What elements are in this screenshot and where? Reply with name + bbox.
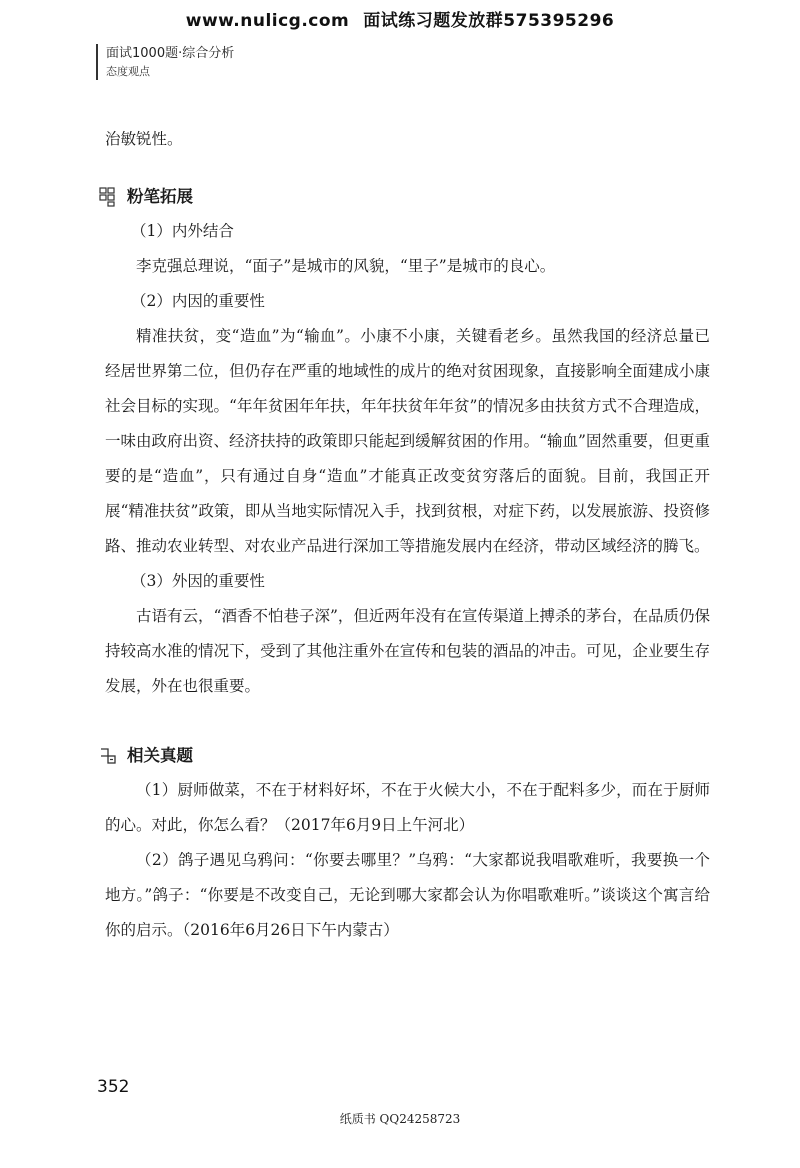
related-question: （2）鸽子遇见乌鸦问：“你要去哪里？”乌鸦：“大家都说我唱歌难听，我要换一个地方。”鸽子：“你要是不改变自己，无论到哪大家都会认为你唱歌难听。”谈谈这个寓言给你的启示。（2016年6月26日下午内蒙古） xyxy=(105,851,710,939)
fenbi-item-paragraph: 李克强总理说，“面子”是城市的风貌，“里子”是城市的良心。 xyxy=(136,257,556,275)
related-section-heading xyxy=(99,738,710,773)
fenbi-item-title: （3）外因的重要性 xyxy=(131,572,265,590)
page-number: 352 xyxy=(97,1077,130,1097)
banner-url: www.nulicg.com xyxy=(185,11,350,31)
top-banner xyxy=(0,6,800,31)
fenbi-item-title: （2）内因的重要性 xyxy=(131,292,265,310)
footer-note: 纸质书 QQ24258723 xyxy=(339,1112,461,1126)
fenbi-heading-text: 粉笔拓展 xyxy=(127,187,193,206)
fenbi-item-title: （1）内外结合 xyxy=(131,222,234,240)
related-icon xyxy=(99,747,117,765)
fenbi-item-paragraph: 精准扶贫，变“造血”为“输血”。小康不小康，关键看老乡。虽然我国的经济总量已经居世界第二位，但仍存在严重的地域性的成片的绝对贫困现象，直接影响全面建成小康社会目标的实现。“年年贫困年年扶，年年扶贫年年贫”的情况多由扶贫方式不合理造成，一味由政府出资、经济扶持的政策即只能起到缓解贫困的作用。“输血”固然重要，但更重要的是“造血”，只有通过自身“造血”才能真正改变贫穷落后的面貌。目前，我国正开展“精准扶贫”政策，即从当地实际情况入手，找到贫根，对症下药，以发展旅游、投资修路、推动农业转型、对农业产品进行深加工等措施发展内在经济，带动区域经济的腾飞。 xyxy=(105,327,710,555)
page-content xyxy=(105,122,710,948)
extension-icon xyxy=(99,187,117,207)
book-title: 面试1000题·综合分析 xyxy=(106,46,235,61)
fenbi-section-heading xyxy=(99,179,710,214)
related-heading-text: 相关真题 xyxy=(127,746,193,765)
chapter-title: 态度观点 xyxy=(106,65,150,78)
related-question: （1）厨师做菜，不在于材料好坏，不在于火候大小，不在于配料多少，而在于厨师的心。对此，你怎么看？（2017年6月9日上午河北） xyxy=(105,781,710,834)
running-head xyxy=(96,44,234,80)
fenbi-item-paragraph: 古语有云，“酒香不怕巷子深”，但近两年没有在宣传渠道上搏杀的茅台，在品质仍保持较高水准的情况下，受到了其他注重外在宣传和包装的酒品的冲击。可见，企业要生存发展，外在也很重要。 xyxy=(105,607,710,695)
banner-group: 面试练习题发放群575395296 xyxy=(363,11,615,31)
lead-line: 治敏锐性。 xyxy=(105,130,183,148)
